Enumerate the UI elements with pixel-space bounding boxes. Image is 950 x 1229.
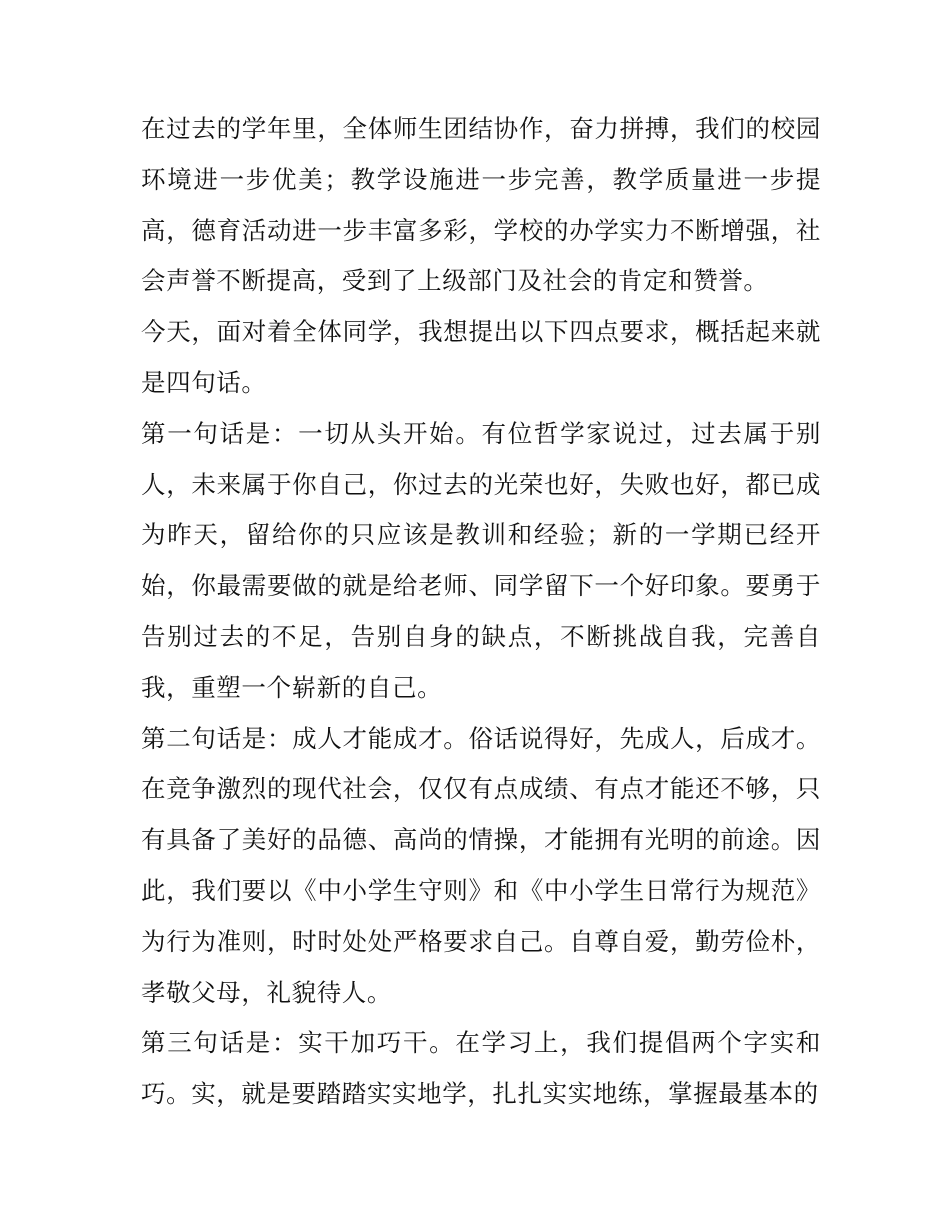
paragraph-second-sentence: 第二句话是：成人才能成才。俗话说得好，先成人，后成才。在竞争激烈的现代社会，仅仅有点成绩、有点才能还不够，只有具备了美好的品德、高尚的情操，才能拥有光明的前途。因此，我们要以《中小学生守则》和《中小学生日常行为规范》为行为准则，时时处处严格要求自己。自尊自爱，勤劳俭朴，孝敬父母，礼貌待人。: [141, 723, 821, 1007]
paragraph-third-sentence: 第三句话是：实干加巧干。在学习上，我们提倡两个字实和巧。实，就是要踏踏实实地学，扎扎实实地练，掌握最基本的: [141, 1028, 821, 1109]
paragraph-first-sentence: 第一句话是：一切从头开始。有位哲学家说过，过去属于别人，未来属于你自己，你过去的光荣也好，失败也好，都已成为昨天，留给你的只应该是教训和经验；新的一学期已经开始，你最需要做的就是给老师、同学留下一个好印象。要勇于告别过去的不足，告别自身的缺点，不断挑战自我，完善自我，重塑一个崭新的自己。: [141, 418, 821, 702]
document-body: [141, 104, 821, 1120]
paragraph-four-requirements: 今天，面对着全体同学，我想提出以下四点要求，概括起来就是四句话。: [141, 317, 821, 397]
paragraph-school-achievements: 在过去的学年里，全体师生团结协作，奋力拼搏，我们的校园环境进一步优美；教学设施进一步完善，教学质量进一步提高，德育活动进一步丰富多彩，学校的办学实力不断增强，社会声誉不断提高，受到了上级部门及社会的肯定和赞誉。: [141, 114, 821, 296]
